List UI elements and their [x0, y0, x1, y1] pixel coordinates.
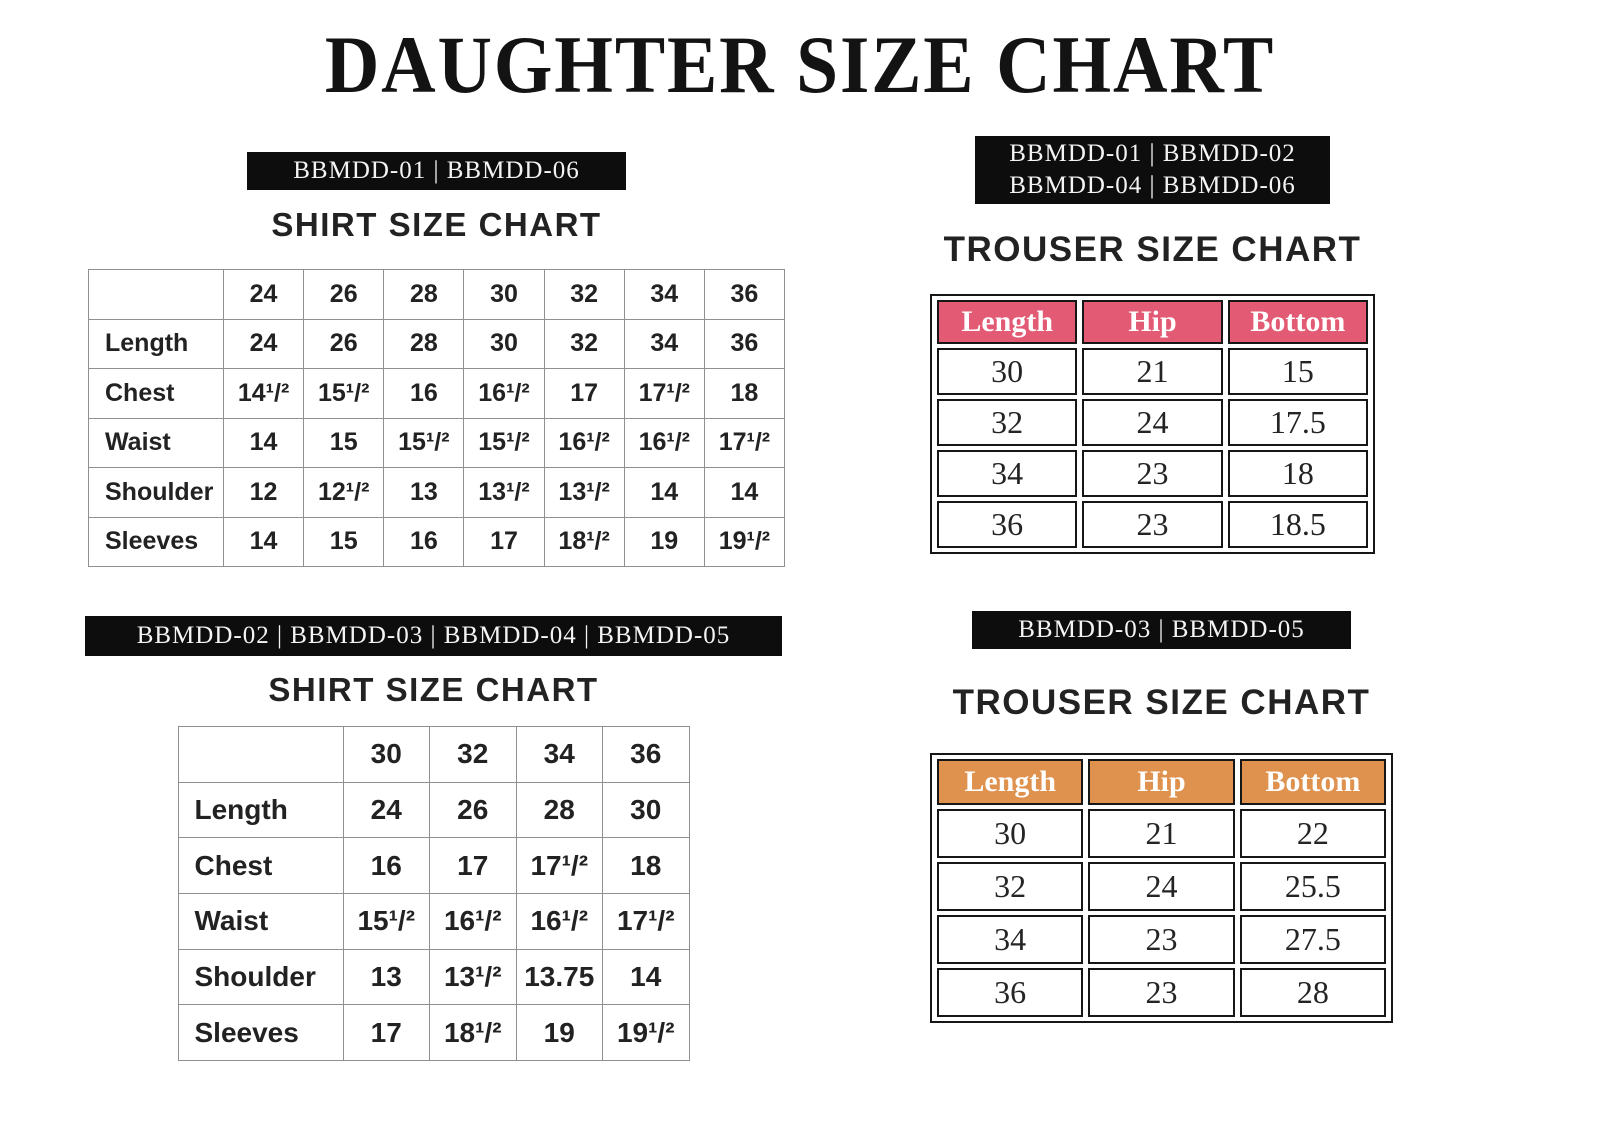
trouser-value-cell: 17.5 — [1228, 399, 1368, 446]
trouser-chart-2-section — [930, 611, 1393, 1023]
trouser-value-cell: 30 — [937, 809, 1083, 858]
measurement-value-cell: 13 — [384, 468, 464, 518]
measurement-value-cell: 26 — [304, 319, 384, 369]
trouser-value-cell: 25.5 — [1240, 862, 1386, 911]
measurement-value-cell: 15 — [304, 418, 384, 468]
measurement-label-cell: Chest — [89, 369, 224, 419]
column-header-cell: Length — [937, 300, 1077, 344]
trouser-value-cell: 27.5 — [1240, 915, 1386, 964]
trouser-chart-1-title: TROUSER SIZE CHART — [943, 230, 1362, 269]
measurement-value-cell: 17 — [464, 517, 544, 567]
size-header-cell: 32 — [544, 270, 624, 320]
measurement-value-cell: 36 — [704, 319, 784, 369]
badge-line-2: BBMDD-04 | BBMDD-06 — [1009, 172, 1296, 199]
trouser-size-table-2 — [930, 753, 1393, 1023]
size-header-row — [89, 270, 785, 320]
measurement-label-cell: Shoulder — [178, 949, 343, 1005]
measurement-value-cell: 14 — [603, 949, 690, 1005]
size-header-cell: 24 — [224, 270, 304, 320]
measurement-value-cell: 15¹/² — [384, 418, 464, 468]
measurement-value-cell: 16¹/² — [624, 418, 704, 468]
trouser-value-cell: 36 — [937, 501, 1077, 548]
measurement-value-cell: 16 — [384, 517, 464, 567]
size-header-cell: 36 — [704, 270, 784, 320]
trouser-row — [937, 809, 1386, 858]
measurement-label-cell: Length — [178, 782, 343, 838]
trouser-value-cell: 32 — [937, 862, 1083, 911]
corner-cell — [89, 270, 224, 320]
measurement-value-cell: 15¹/² — [464, 418, 544, 468]
measurement-value-cell: 16¹/² — [464, 369, 544, 419]
measurement-row — [89, 319, 785, 369]
shirt-chart-2-section — [85, 616, 782, 1061]
measurement-value-cell: 24 — [343, 782, 430, 838]
measurement-value-cell: 13 — [343, 949, 430, 1005]
measurement-value-cell: 19 — [516, 1005, 603, 1061]
measurement-label-cell: Shoulder — [89, 468, 224, 518]
corner-cell — [178, 727, 343, 783]
trouser-value-cell: 28 — [1240, 968, 1386, 1017]
trouser-value-cell: 18.5 — [1228, 501, 1368, 548]
measurement-value-cell: 24 — [224, 319, 304, 369]
trouser-value-cell: 22 — [1240, 809, 1386, 858]
column-header-cell: Hip — [1088, 759, 1234, 805]
measurement-value-cell: 18¹/² — [430, 1005, 517, 1061]
measurement-value-cell: 13¹/² — [544, 468, 624, 518]
column-header-cell: Hip — [1082, 300, 1222, 344]
measurement-value-cell: 15¹/² — [343, 893, 430, 949]
measurement-value-cell: 12 — [224, 468, 304, 518]
measurement-row — [89, 468, 785, 518]
measurement-value-cell: 19¹/² — [603, 1005, 690, 1061]
measurement-value-cell: 30 — [603, 782, 690, 838]
measurement-value-cell: 28 — [384, 319, 464, 369]
measurement-value-cell: 13¹/² — [464, 468, 544, 518]
size-header-cell: 34 — [516, 727, 603, 783]
column-header-cell: Length — [937, 759, 1083, 805]
measurement-value-cell: 19 — [624, 517, 704, 567]
measurement-value-cell: 17¹/² — [516, 838, 603, 894]
measurement-value-cell: 14 — [224, 517, 304, 567]
measurement-value-cell: 18 — [704, 369, 784, 419]
measurement-value-cell: 14 — [704, 468, 784, 518]
measurement-value-cell: 18¹/² — [544, 517, 624, 567]
measurement-value-cell: 13¹/² — [430, 949, 517, 1005]
trouser-chart-2-model-badge: BBMDD-03 | BBMDD-05 — [972, 611, 1351, 649]
size-header-row — [178, 727, 689, 783]
measurement-value-cell: 17¹/² — [624, 369, 704, 419]
measurement-value-cell: 14 — [624, 468, 704, 518]
size-header-cell: 36 — [603, 727, 690, 783]
measurement-label-cell: Waist — [178, 893, 343, 949]
measurement-value-cell: 17¹/² — [704, 418, 784, 468]
trouser-value-cell: 23 — [1082, 450, 1222, 497]
shirt-size-table-2 — [178, 726, 690, 1061]
measurement-label-cell: Sleeves — [178, 1005, 343, 1061]
size-header-cell: 32 — [430, 727, 517, 783]
shirt-chart-1-title: SHIRT SIZE CHART — [271, 206, 602, 243]
trouser-value-cell: 32 — [937, 399, 1077, 446]
trouser-row — [937, 348, 1368, 395]
measurement-value-cell: 16¹/² — [516, 893, 603, 949]
measurement-value-cell: 30 — [464, 319, 544, 369]
trouser-row — [937, 501, 1368, 548]
trouser-value-cell: 15 — [1228, 348, 1368, 395]
measurement-value-cell: 13.75 — [516, 949, 603, 1005]
measurement-value-cell: 15 — [304, 517, 384, 567]
column-header-cell: Bottom — [1240, 759, 1386, 805]
measurement-value-cell: 17 — [544, 369, 624, 419]
trouser-value-cell: 23 — [1088, 915, 1234, 964]
measurement-value-cell: 16¹/² — [430, 893, 517, 949]
trouser-row — [937, 862, 1386, 911]
size-header-cell: 34 — [624, 270, 704, 320]
shirt-size-table-1 — [88, 269, 785, 567]
measurement-row — [178, 1005, 689, 1061]
trouser-row — [937, 399, 1368, 446]
measurement-value-cell: 32 — [544, 319, 624, 369]
trouser-value-cell: 23 — [1082, 501, 1222, 548]
trouser-value-cell: 36 — [937, 968, 1083, 1017]
size-header-cell: 28 — [384, 270, 464, 320]
measurement-label-cell: Length — [89, 319, 224, 369]
measurement-value-cell: 14¹/² — [224, 369, 304, 419]
trouser-size-table-1 — [930, 294, 1375, 554]
measurement-value-cell: 12¹/² — [304, 468, 384, 518]
badge-line-1: BBMDD-01 | BBMDD-02 — [1009, 140, 1296, 167]
column-header-cell: Bottom — [1228, 300, 1368, 344]
trouser-header-row — [937, 300, 1368, 344]
size-header-cell: 30 — [343, 727, 430, 783]
trouser-value-cell: 23 — [1088, 968, 1234, 1017]
page-title: DAUGHTER SIZE CHART — [324, 19, 1276, 110]
trouser-header-row — [937, 759, 1386, 805]
trouser-row — [937, 968, 1386, 1017]
measurement-row — [178, 893, 689, 949]
measurement-value-cell: 16 — [384, 369, 464, 419]
trouser-chart-1-model-badge — [975, 136, 1330, 204]
trouser-value-cell: 24 — [1082, 399, 1222, 446]
measurement-value-cell: 19¹/² — [704, 517, 784, 567]
trouser-chart-1-section — [930, 136, 1375, 554]
measurement-label-cell: Waist — [89, 418, 224, 468]
measurement-row — [178, 838, 689, 894]
trouser-value-cell: 24 — [1088, 862, 1234, 911]
measurement-row — [178, 949, 689, 1005]
measurement-label-cell: Sleeves — [89, 517, 224, 567]
size-header-cell: 26 — [304, 270, 384, 320]
size-header-cell: 30 — [464, 270, 544, 320]
measurement-value-cell: 34 — [624, 319, 704, 369]
measurement-value-cell: 16 — [343, 838, 430, 894]
measurement-value-cell: 14 — [224, 418, 304, 468]
measurement-value-cell: 28 — [516, 782, 603, 838]
trouser-value-cell: 30 — [937, 348, 1077, 395]
measurement-row — [89, 517, 785, 567]
trouser-value-cell: 34 — [937, 450, 1077, 497]
measurement-label-cell: Chest — [178, 838, 343, 894]
measurement-row — [178, 782, 689, 838]
measurement-value-cell: 17 — [343, 1005, 430, 1061]
measurement-row — [89, 369, 785, 419]
trouser-value-cell: 18 — [1228, 450, 1368, 497]
shirt-chart-1-section — [88, 152, 785, 567]
trouser-value-cell: 21 — [1088, 809, 1234, 858]
shirt-chart-2-model-badge: BBMDD-02 | BBMDD-03 | BBMDD-04 | BBMDD-05 — [85, 616, 782, 656]
trouser-value-cell: 34 — [937, 915, 1083, 964]
trouser-row — [937, 450, 1368, 497]
trouser-value-cell: 21 — [1082, 348, 1222, 395]
trouser-row — [937, 915, 1386, 964]
trouser-chart-2-title: TROUSER SIZE CHART — [952, 683, 1371, 722]
shirt-chart-2-title: SHIRT SIZE CHART — [268, 671, 599, 708]
measurement-value-cell: 26 — [430, 782, 517, 838]
measurement-value-cell: 17 — [430, 838, 517, 894]
shirt-chart-1-model-badge: BBMDD-01 | BBMDD-06 — [247, 152, 626, 190]
measurement-value-cell: 16¹/² — [544, 418, 624, 468]
measurement-value-cell: 17¹/² — [603, 893, 690, 949]
measurement-value-cell: 15¹/² — [304, 369, 384, 419]
measurement-row — [89, 418, 785, 468]
measurement-value-cell: 18 — [603, 838, 690, 894]
